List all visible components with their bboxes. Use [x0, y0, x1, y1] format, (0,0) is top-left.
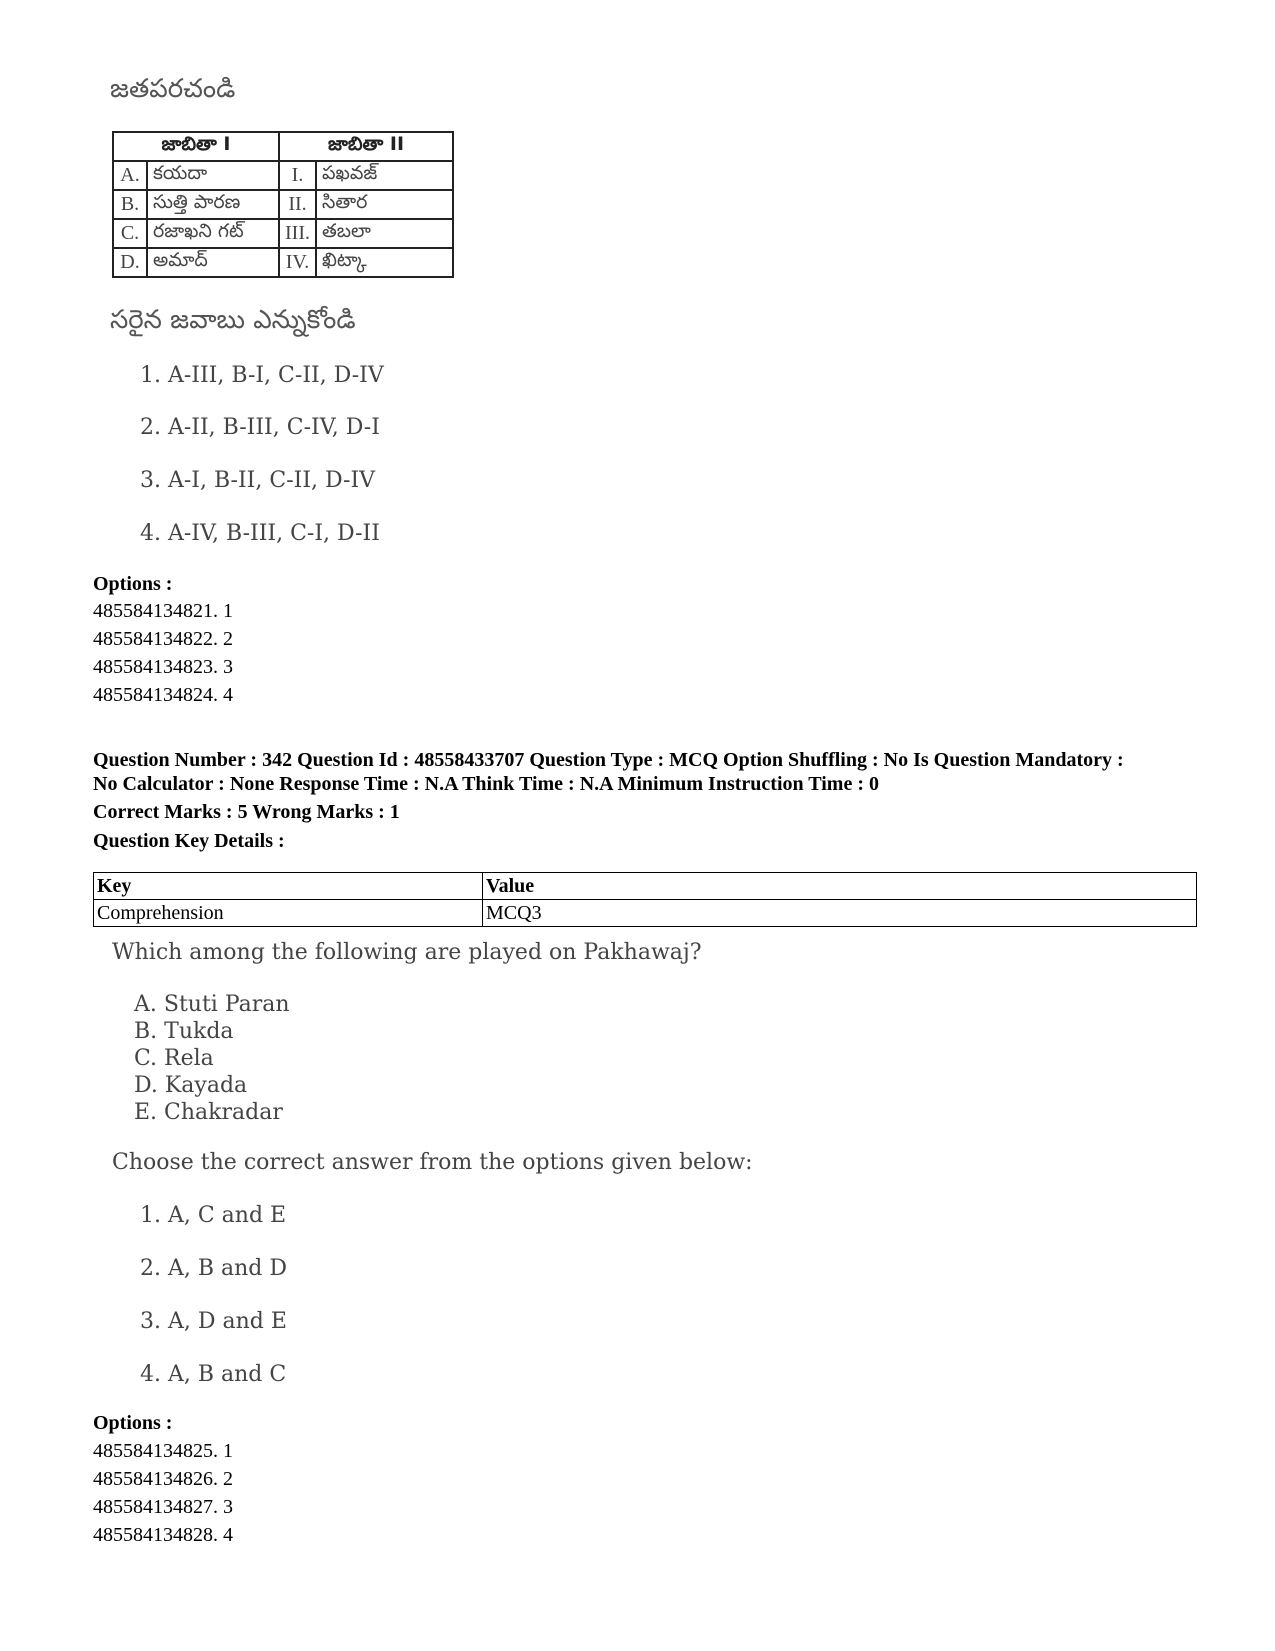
match-label: D.: [113, 248, 147, 277]
match-label: IV.: [279, 248, 316, 277]
q1-option: 485584134822. 2: [93, 628, 233, 650]
q1-choice: 3. A-I, B-II, C-II, D-IV: [140, 468, 376, 493]
q2-item: B. Tukda: [134, 1019, 234, 1044]
q1-options-label: Options :: [93, 573, 173, 595]
q2-item: C. Rela: [134, 1046, 214, 1071]
q2-item: A. Stuti Paran: [134, 992, 290, 1017]
q1-option: 485584134823. 3: [93, 656, 233, 678]
q1-option: 485584134821. 1: [93, 600, 233, 622]
q1-choice: 4. A-IV, B-III, C-I, D-II: [140, 521, 380, 546]
q2-choice: 3. A, D and E: [140, 1309, 287, 1334]
match-label: II.: [279, 190, 316, 219]
table-row: [94, 900, 1197, 927]
match-row: [113, 190, 453, 219]
match-item: తబలా: [316, 219, 453, 248]
q2-option: 485584134828. 4: [93, 1524, 233, 1546]
q2-item: E. Chakradar: [134, 1100, 283, 1125]
q2-item: D. Kayada: [134, 1073, 248, 1098]
match-item: సుత్తి పారణ: [147, 190, 279, 219]
q1-choice: 2. A-II, B-III, C-IV, D-I: [140, 415, 380, 440]
q2-prompt: Choose the correct answer from the options given below:: [112, 1150, 753, 1175]
match-item: ఖిట్కా: [316, 248, 453, 277]
q2-options-label: Options :: [93, 1412, 173, 1434]
q1-prompt: సరైన జవాబు ఎన్నుకోండి: [110, 305, 356, 335]
match-col1-header: జాబితా I: [113, 132, 279, 161]
q2-meta-line1: Question Number : 342 Question Id : 48558433707 Question Type : MCQ Option Shuffling : No Is Question Mandatory :: [93, 749, 1124, 771]
match-row: [113, 161, 453, 190]
q2-choice: 2. A, B and D: [140, 1256, 288, 1281]
q1-choice: 1. A-III, B-I, C-II, D-IV: [140, 363, 384, 388]
match-label: III.: [279, 219, 316, 248]
match-item: రజాఖని గట్: [147, 219, 279, 248]
match-item: కయదా: [147, 161, 279, 190]
value-cell: MCQ3: [483, 900, 1197, 927]
q2-marks: Correct Marks : 5 Wrong Marks : 1: [93, 801, 400, 823]
key-header: Key: [94, 873, 483, 900]
q2-choice: 4. A, B and C: [140, 1362, 287, 1387]
match-table: [112, 131, 454, 278]
match-label: I.: [279, 161, 316, 190]
match-item: సితార: [316, 190, 453, 219]
key-cell: Comprehension: [94, 900, 483, 927]
match-label: C.: [113, 219, 147, 248]
match-row: [113, 219, 453, 248]
match-label: B.: [113, 190, 147, 219]
match-item: అమాద్: [147, 248, 279, 277]
q2-choice: 1. A, C and E: [140, 1203, 287, 1228]
match-label: A.: [113, 161, 147, 190]
q2-option: 485584134827. 3: [93, 1496, 233, 1518]
match-row: [113, 248, 453, 277]
q2-key-details-label: Question Key Details :: [93, 830, 285, 852]
key-details-table: [93, 872, 1197, 927]
match-item: పఖవజ్: [316, 161, 453, 190]
q2-meta-line2: No Calculator : None Response Time : N.A Think Time : N.A Minimum Instruction Time : 0: [93, 773, 879, 795]
q2-option: 485584134826. 2: [93, 1468, 233, 1490]
q2-option: 485584134825. 1: [93, 1440, 233, 1462]
match-col2-header: జాబితా II: [279, 132, 453, 161]
q1-option: 485584134824. 4: [93, 684, 233, 706]
q2-question: Which among the following are played on Pakhawaj?: [112, 940, 702, 965]
value-header: Value: [483, 873, 1197, 900]
q1-instruction: జతపరచండి: [110, 74, 236, 104]
